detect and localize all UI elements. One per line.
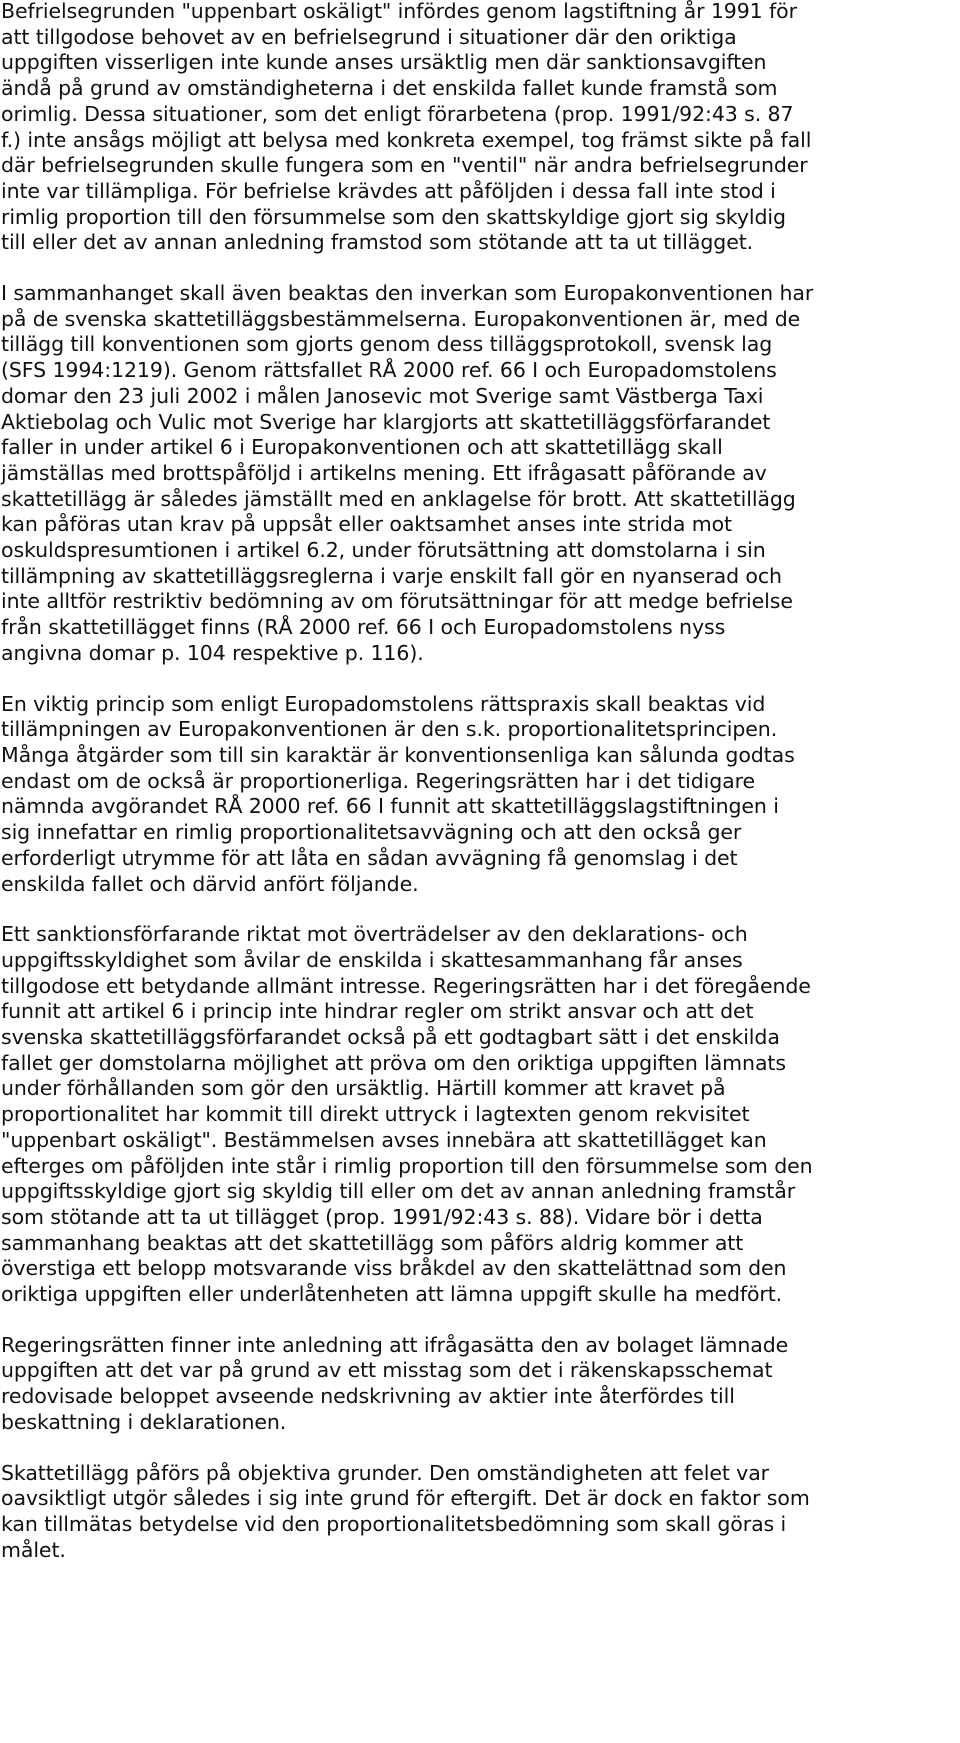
text-line: erforderligt utrymme för att låta en sådan avvägning få genomslag i det	[1, 845, 738, 870]
text-line: som stötande att ta ut tillägget (prop. 1991/92:43 s. 88). Vidare bör i detta	[1, 1204, 763, 1229]
text-line: Ett sanktionsförfarande riktat mot överträdelser av den deklarations- och	[1, 922, 748, 947]
text-line: uppgiften att det var på grund av ett misstag som det i räkenskapsschemat	[1, 1358, 773, 1383]
text-line: f.) inte ansågs möjligt att belysa med konkreta exempel, tog främst sikte på fall	[1, 127, 812, 152]
paragraph-skattetillagg-objektiva	[1, 1461, 956, 1564]
paragraph-spacer	[1, 256, 956, 281]
text-line: att tillgodose behovet av en befrielsegrund i situationer där den oriktiga	[1, 24, 737, 49]
text-line: orimlig. Dessa situationer, som det enligt förarbetena (prop. 1991/92:43 s. 87	[1, 101, 794, 126]
text-line: oskuldspresumtionen i artikel 6.2, under förutsättning att domstolarna i sin	[1, 538, 766, 563]
text-line: uppgiftsskyldighet som åvilar de enskilda i skattesammanhang får anses	[1, 947, 743, 972]
text-line: Många åtgärder som till sin karaktär är konventionsenliga kan sålunda godtas	[1, 742, 795, 767]
text-line: domar den 23 juli 2002 i målen Janosevic mot Sverige samt Västberga Taxi	[1, 383, 764, 408]
text-line: jämställas med brottspåföljd i artikelns mening. Ett ifrågasatt påförande av	[1, 460, 767, 485]
text-line: sig innefattar en rimlig proportionalitetsavvägning och att den också ger	[1, 820, 742, 845]
text-line: kan tillmätas betydelse vid den proportionalitetsbedömning som skall göras i	[1, 1511, 787, 1536]
text-line: kan påföras utan krav på uppsåt eller oaktsamhet anses inte strida mot	[1, 512, 732, 537]
text-line: redovisade beloppet avseende nedskrivning av aktier inte återfördes till	[1, 1384, 735, 1409]
paragraph-europakonventionen	[1, 281, 956, 667]
text-line: proportionalitet har kommit till direkt uttryck i lagtexten genom rekvisitet	[1, 1102, 750, 1127]
paragraph-spacer	[1, 667, 956, 692]
text-line: från skattetillägget finns (RÅ 2000 ref. 66 I och Europadomstolens nyss	[1, 615, 726, 640]
text-line: enskilda fallet och därvid anfört följande.	[1, 871, 419, 896]
text-line: till eller det av annan anledning framstod som stötande att ta ut tillägget.	[1, 230, 754, 255]
text-line: En viktig princip som enligt Europadomstolens rättspraxis skall beaktas vid	[1, 691, 766, 716]
text-line: under förhållanden som gör den ursäktlig. Härtill kommer att kravet på	[1, 1076, 726, 1101]
text-line: beskattning i deklarationen.	[1, 1409, 287, 1434]
text-line: ändå på grund av omständigheterna i det enskilda fallet kunde framstå som	[1, 76, 778, 101]
text-line: tillämpningen av Europakonventionen är den s.k. proportionalitetsprincipen.	[1, 717, 778, 742]
paragraph-sanktionsforfarande	[1, 922, 956, 1308]
text-line: uppgiftsskyldige gjort sig skyldig till eller om det av annan anledning framstår	[1, 1179, 796, 1204]
text-line: rimlig proportion till den försummelse som den skattskyldige gjort sig skyldig	[1, 204, 786, 229]
text-line: inte var tillämpliga. För befrielse krävdes att påföljden i dessa fall inte stod i	[1, 178, 776, 203]
text-line: faller in under artikel 6 i Europakonventionen och att skattetillägg skall	[1, 435, 723, 460]
text-line: där befrielsegrunden skulle fungera som en "ventil" när andra befrielsegrunder	[1, 153, 808, 178]
text-line: tillgodose ett betydande allmänt intresse. Regeringsrätten har i det föregående	[1, 973, 811, 998]
text-line: överstiga ett belopp motsvarande viss bråkdel av den skattelättnad som den	[1, 1256, 787, 1281]
paragraph-spacer	[1, 1436, 956, 1461]
paragraph-proportionalitetsprincipen	[1, 692, 956, 898]
text-line: målet.	[1, 1537, 66, 1562]
text-line: angivna domar p. 104 respektive p. 116).	[1, 640, 424, 665]
text-line: Regeringsrätten finner inte anledning att ifrågasätta den av bolaget lämnade	[1, 1332, 789, 1357]
text-line: svenska skattetilläggsförfarandet också på ett godtagbart sätt i det enskilda	[1, 1025, 780, 1050]
text-line: I sammanhanget skall även beaktas den inverkan som Europakonventionen har	[1, 281, 814, 306]
text-line: funnit att artikel 6 i princip inte hindrar regler om strikt ansvar och att det	[1, 999, 754, 1024]
text-line: skattetillägg är således jämställt med en anklagelse för brott. Att skattetillägg	[1, 486, 796, 511]
text-line: Befrielsegrunden "uppenbart oskäligt" infördes genom lagstiftning år 1991 för	[1, 0, 797, 23]
text-line: uppgiften visserligen inte kunde anses ursäktlig men där sanktionsavgiften	[1, 50, 767, 75]
text-line: tillägg till konventionen som gjorts genom dess tilläggsprotokoll, svensk lag	[1, 332, 773, 357]
text-line: fallet ger domstolarna möjlighet att pröva om den oriktiga uppgiften lämnats	[1, 1050, 786, 1075]
paragraph-spacer	[1, 1308, 956, 1333]
text-line: (SFS 1994:1219). Genom rättsfallet RÅ 2000 ref. 66 I och Europadomstolens	[1, 358, 777, 383]
text-line: inte alltför restriktiv bedömning av om förutsättningar för att medge befrielse	[1, 589, 793, 614]
text-line: oavsiktligt utgör således i sig inte grund för eftergift. Det är dock en faktor som	[1, 1486, 810, 1511]
text-line: efterges om påföljden inte står i rimlig proportion till den försummelse som den	[1, 1153, 813, 1178]
paragraph-befrielsegrunden	[1, 0, 956, 256]
text-line: på de svenska skattetilläggsbestämmelserna. Europakonventionen är, med de	[1, 306, 801, 331]
text-line: tillämpning av skattetilläggsreglerna i varje enskilt fall gör en nyanserad och	[1, 563, 782, 588]
text-line: "uppenbart oskäligt". Bestämmelsen avses innebära att skattetillägget kan	[1, 1127, 767, 1152]
text-line: endast om de också är proportionerliga. Regeringsrätten har i det tidigare	[1, 768, 756, 793]
text-line: nämnda avgörandet RÅ 2000 ref. 66 I funnit att skattetilläggslagstiftningen i	[1, 794, 779, 819]
text-line: Aktiebolag och Vulic mot Sverige har klargjorts att skattetilläggsförfarandet	[1, 409, 771, 434]
paragraph-regeringsratten-finner	[1, 1333, 956, 1436]
text-line: Skattetillägg påförs på objektiva grunder. Den omständigheten att felet var	[1, 1460, 770, 1485]
text-line: sammanhang beaktas att det skattetillägg som påförs aldrig kommer att	[1, 1230, 744, 1255]
text-line: oriktiga uppgiften eller underlåtenheten att lämna uppgift skulle ha medfört.	[1, 1282, 783, 1307]
paragraph-spacer	[1, 897, 956, 922]
